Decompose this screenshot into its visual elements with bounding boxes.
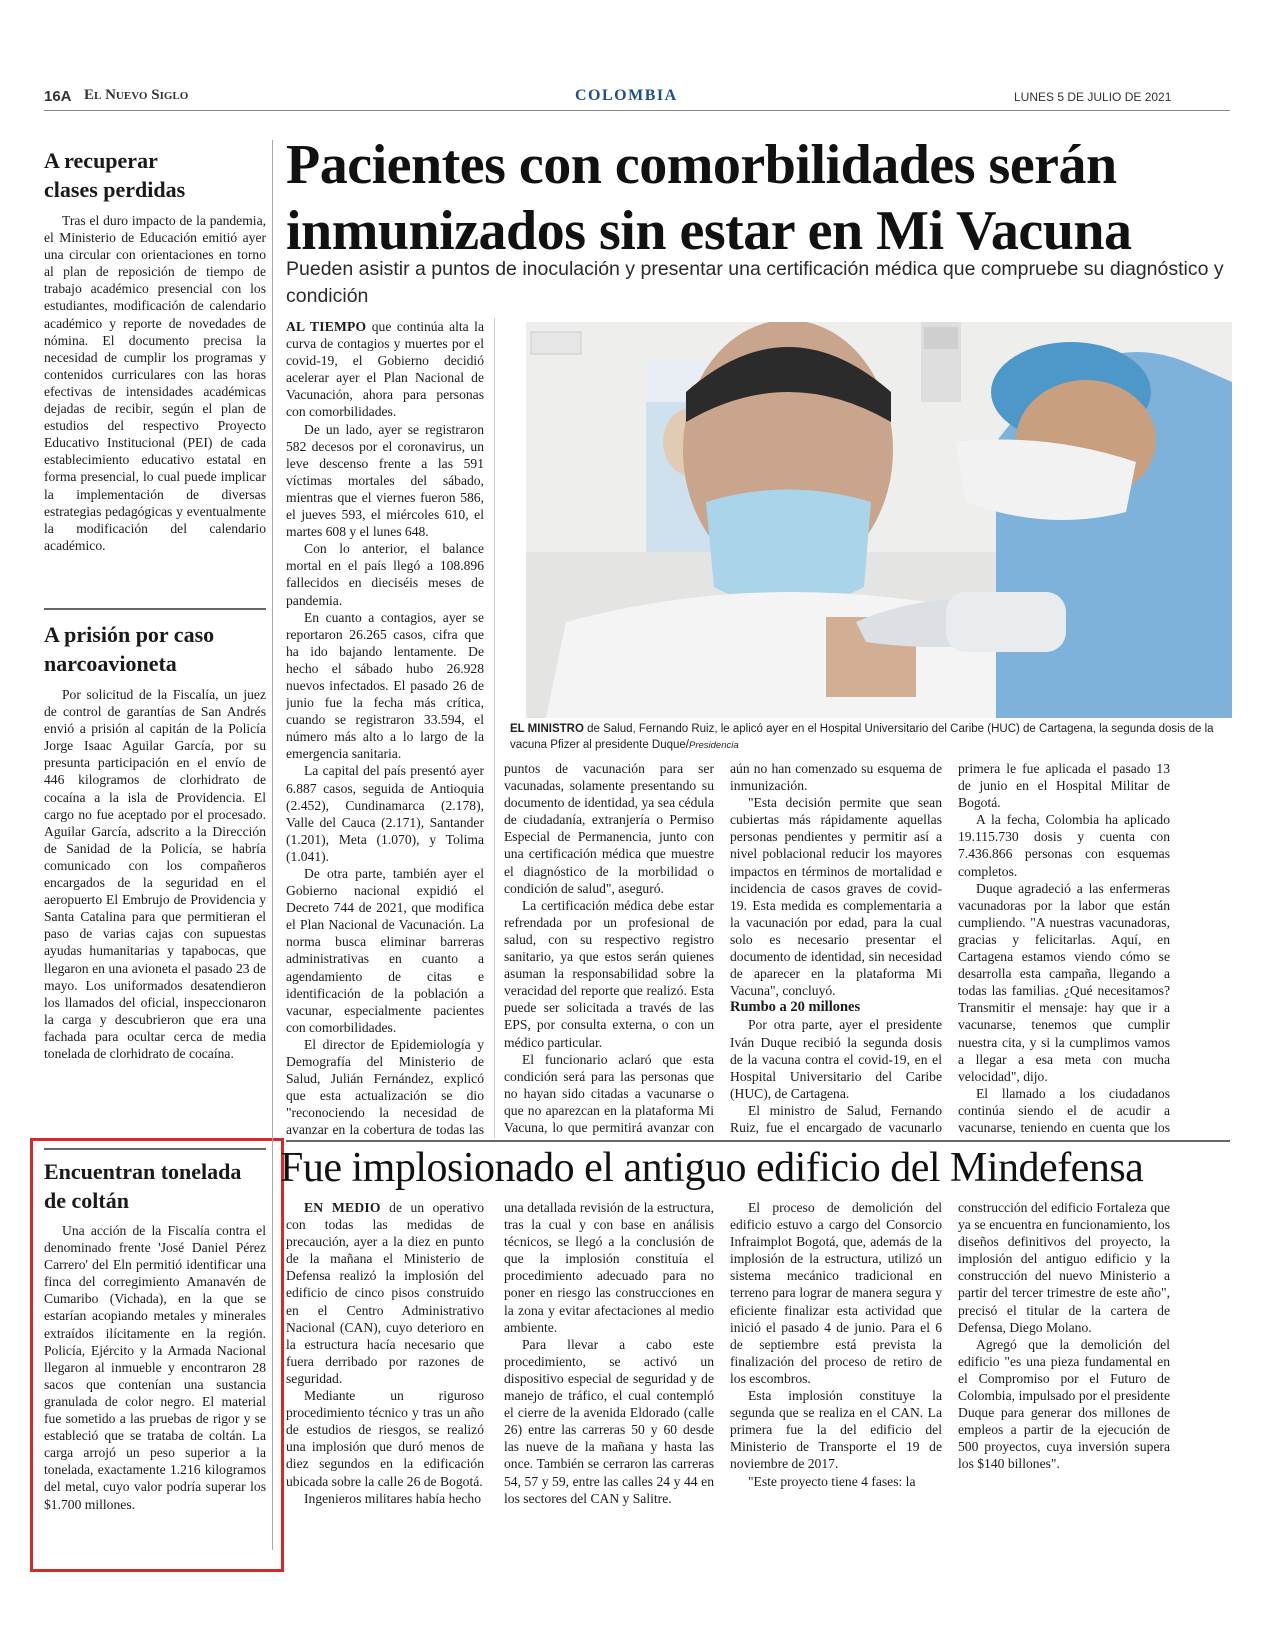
newspaper-name: El Nuevo Siglo <box>84 87 189 103</box>
section-label: COLOMBIA <box>575 87 678 104</box>
second-col-1 <box>286 1199 484 1549</box>
second-col4-p1: construcción del edificio Fortaleza que ya se encuentra en funcionamiento, los diseños definitivos del proyecto, la implosión del antiguo edificio y la construcción del nuevo Ministerio a partir del tercer trimestre de este año", precisó el titular de la cartera de Defensa, Diego Molano. <box>958 1200 1170 1335</box>
main-col-3 <box>730 760 942 1138</box>
main-col3-p3: Por otra parte, ayer el presidente Iván Duque recibió la segunda dosis de la vacuna contra el covid-19, en el Hospital Universitario del Caribe (HUC), de Cartagena. <box>730 1017 942 1101</box>
second-col2-p1: una detallada revisión de la estructura, tras la cual y con base en análisis técnicos, se llegó a la conclusión de que la implosión constituía el procedimiento adecuado para no poner en riesgo las construcciones en la zona y evitar afectaciones al medio ambiente. <box>504 1200 714 1335</box>
main-col1-p2: De un lado, ayer se registraron 582 decesos por el coronavirus, un leve descenso frente a las 591 víctimas mortales del sábado, mientras que el viernes fueron 586, el jueves 593, el miércoles 610, el martes 608 y el lunes 648. <box>286 421 484 540</box>
second-col1-p2: Mediante un riguroso procedimiento técnico y tras un año de estudios de riesgos, se realizó una implosión que duró menos de diez segundos en la edificación ubicada sobre la calle 26 de Bogotá. <box>286 1388 484 1489</box>
main-col1-p6: De otra parte, también ayer el Gobierno nacional expidió el Decreto 744 de 2021, que modifica el Plan Nacional de Vacunación. La norma busca eliminar barreras administrativas en cuanto a agendamiento de citas e identificación de la población a vacunar, especialmente pacientes con comorbilidades. <box>286 866 484 1035</box>
main-col4-p1: primera le fue aplicada el pasado 13 de junio en el Hospital Militar de Bogotá. <box>958 761 1170 811</box>
main-headline: Pacientes con comorbilidades serán inmunizados sin estar en Mi Vacuna <box>286 134 1132 262</box>
second-col-3 <box>730 1199 942 1549</box>
main-col1-p5: La capital del país presentó ayer 6.887 casos, seguida de Antioquia (2.452), Cundinamarca (2.178), Valle del Cauca (2.171), Santander (1.201), Meta (1.070), y Tolima (1.041). <box>286 763 484 864</box>
page-number: 16A <box>44 88 72 105</box>
header-rule <box>44 110 1230 111</box>
main-col-rule-1 <box>494 318 495 1138</box>
main-col4-p4: El llamado a los ciudadanos continúa siendo el de acudir a vacunarse, teniendo en cuenta que los <box>958 1085 1170 1135</box>
main-col2-p1: puntos de vacunación para ser vacunadas, solamente presentando su documento de identidad, ya sea cédula de ciudadanía, extranjería o Permiso Especial de Permanencia, junto con una certificación médica que muestre el diagnóstico de la morbilidad o condición de salud", aseguró. <box>504 761 714 896</box>
main-col1-p3: Con lo anterior, el balance mortal en el país llegó a 108.896 fallecidos en dieciséis meses de pandemia. <box>286 541 484 608</box>
second-col-4 <box>958 1199 1170 1549</box>
second-col3-p3: "Este proyecto tiene 4 fases: la <box>748 1473 916 1489</box>
second-col1-p1: de un operativo con todas las medidas de precaución, ayer a la diez en punto de la mañana el Ministerio de Defensa realizó la implosión del edificio de cinco pisos construido en el Centro Administrativo Nacional (CAN), cuyo deterioro en la estructura hacía necesario que fuera derribado por razones de seguridad. <box>286 1200 484 1386</box>
main-col2-p2: La certificación médica debe estar refrendada por un profesional de salud, con su respectivo registro sanitario, ya que estos serán quienes asuman la responsabilidad sobre la veracidad del reporte que realizó. Esta puede ser solicitada a través de las EPS, por consulta externa, o con un médico particular. <box>504 897 714 1050</box>
second-col3-p1: El proceso de demolición del edificio estuvo a cargo del Consorcio Infraimplot Bogotá, que, además de la implosión de la estructura, utilizó un sistema mecánico tradicional en terreno para lograr de manera segura y eficiente finalizar esta actividad que inició el pasado 4 de junio. Para el 6 de septiembre está prevista la finalización del proceso de retiro de los escombros. <box>730 1200 942 1386</box>
main-col3-p4: El ministro de Salud, Fernando Ruiz, fue el encargado de vacunarlo <box>730 1102 942 1135</box>
main-col-2 <box>504 760 714 1138</box>
second-col3-p2: Esta implosión constituye la segunda que se realiza en el CAN. La primera fue la del edificio del Ministerio de Transporte el 19 de noviembre de 2017. <box>730 1388 942 1472</box>
main-col3-subhead: Rumbo a 20 millones <box>730 999 861 1016</box>
photo-caption-text: de Salud, Fernando Ruiz, le aplicó ayer en el Hospital Universitario del Caribe (HUC) de Cartagena, la segunda dosis de la vacuna Pfizer al presidente Duque/ <box>510 723 1214 751</box>
main-lead-word: AL TIEMPO <box>286 319 367 334</box>
second-col1-p3: Ingenieros militares había hecho <box>304 1490 482 1506</box>
second-lead-word: EN MEDIO <box>304 1200 381 1215</box>
sidebar-vertical-rule <box>272 140 273 1550</box>
sidebar-title-3: Encuentran tonelada de coltán <box>44 1159 242 1213</box>
sidebar-body-3: Una acción de la Fiscalía contra el denominado frente 'José Daniel Pérez Carrero' del Eln permitió identificar una finca del corregimiento Amanavén de Cumaribo (Vichada), en la que se estarían acopiando metales y minerales extraídos ilícitamente en la región. Policía, Ejército y la Armada Nacional llegaron al inmueble y encontraron 28 sacos que contenían una sustancia granulada de color negro. El material fue sometido a las pruebas de rigor y se estableció que se trataba de coltán. La carga arrojó un peso superior a la tonelada, exactamente 1.216 kilogramos del metal, cuyo valor podría superar los $1.700 millones. <box>44 1223 266 1512</box>
sidebar-title-2: A prisión por caso narcoavioneta <box>44 622 215 676</box>
second-col2-p2: Para llevar a cabo este procedimiento, se activó un dispositivo especial de seguridad y de manejo de tráfico, el cual contempló el cierre de la avenida Eldorado (calle 26) entre las carreras 50 y 60 desde las nueve de la mañana y hasta las once. También se cerraron las carreras 54, 57 y 59, entre las calles 24 y 44 en los sectores del CAN y Salitre. <box>504 1336 714 1506</box>
main-col1-p7: El director de Epidemiología y Demografía del Ministerio de Salud, Julián Fernández, explicó que esta actualización se dio "reconociendo la necesidad de avanzar en la cobertura de todas las <box>286 1036 484 1138</box>
main-col4-p3: Duque agradeció a las enfermeras vacunadoras por la labor que están cumpliendo. "A nuestras vacunadoras, gracias y felicitarlas. Aquí, en Cartagena estamos viendo cómo se desarrolla esta campaña, llegando a todas las familias. ¿Qué necesitamos? Transmitir el mensaje: hay que ir a vacunarse, tenemos que cumplir nuestra cita, y si la cumplimos vamos a llegar a esa meta con mucha velocidad", dijo. <box>958 880 1170 1084</box>
sidebar-body-2: Por solicitud de la Fiscalía, un juez de control de garantías de San Andrés envió a prisión al capitán de la Policía Jorge Isaac Aguilar García, por su presunta participación en el envío de 446 kilogramos de clorhidrato de cocaína a la isla de Providencia. El cargo no fue aceptado por el procesado. Aguilar García, adscrito a la Dirección de Sanidad de la Policía, se habría comunicado con los compañeros encargados de la seguridad en el aeropuerto El Embrujo de Providencia y Santa Catalina para que permitieran el paso de varias cajas con supuestas ayudas humanitarias y tapabocas, que llegaron en una avioneta el pasado 23 de mayo. Los uniformados desatendieron los llamados del oficial, inspeccionaron la carga y descubrieron que era una fachada para ocultar cerca de media tonelada de clorhidrato de cocaína. <box>44 687 266 1061</box>
issue-date: LUNES 5 DE JULIO DE 2021 <box>1014 90 1172 104</box>
main-photo <box>526 322 1232 718</box>
main-subheadline: Pueden asistir a puntos de inoculación y presentar una certificación médica que compruebe su diagnóstico y condición <box>286 258 1224 307</box>
photo-credit: Presidencia <box>689 739 739 751</box>
second-headline: Fue implosionado el antiguo edificio del Mindefensa <box>280 1145 1144 1191</box>
sidebar-body-1: Tras el duro impacto de la pandemia, el Ministerio de Educación emitió ayer una circular con orientaciones en torno al plan de reposición de tiempo de trabajo académico presencial con los estudiantes, modificación de calendario académico y reporte de novedades de nómina. El documento precisa la necesidad de cumplir los programas y contenidos curriculares con las horas efectivas de intensidades académicas dejadas de recibir, según el plan de estudios del respectivo Proyecto Educativo Institucional (PEI) de cada establecimiento educativo estatal en forma presencial, lo cual puede implicar la implementación de diversas estrategias pedagógicas y eventualmente la modificación del calendario académico. <box>44 213 266 553</box>
main-col3-p2: "Esta decisión permite que sean cubiertas más rápidamente aquellas personas pendientes y permitir así a nivel poblacional reducir los mayores impactos en términos de mortalidad e incidencia de casos graves de covid-19. Esta medida es complementaria a la vacunación por edad, para la cual solo es necesario presentar el documento de identidad, sin necesidad de aparecer en la plataforma Mi Vacuna", concluyó. <box>730 795 942 999</box>
main-col1-p4: En cuanto a contagios, ayer se reportaron 26.265 casos, cifra que ha ido bajando lentamente. De hecho el sábado hubo 26.928 nuevos infectados. El pasado 26 de junio fue la fecha más crítica, cuando se registraron 33.594, el número más alto a lo largo de la emergencia sanitaria. <box>286 609 484 762</box>
main-col3-p1: aún no han comenzado su esquema de inmunización. <box>730 761 942 794</box>
second-col4-p2: Agregó que la demolición del edificio "es una pieza fundamental en el Compromiso por el Futuro de Colombia, impulsado por el presidente Duque para generar dos millones de empleos a partir de la ejecución de 500 proyectos, cuya inversión supera los $140 billones". <box>958 1336 1170 1472</box>
sidebar-title-1: A recuperar clases perdidas <box>44 148 186 202</box>
second-col-2 <box>504 1199 714 1549</box>
photo-caption <box>510 722 1230 753</box>
sidebar-divider-1 <box>44 608 266 610</box>
main-col-4 <box>958 760 1170 1138</box>
main-col-1 <box>286 318 484 1138</box>
main-col4-p2: A la fecha, Colombia ha aplicado 19.115.730 dosis y cuenta con 7.436.866 personas con esquemas completos. <box>958 812 1170 879</box>
main-col1-p1: que continúa alta la curva de contagios y muertes por el covid-19, el Gobierno decidió acelerar ayer el Plan Nacional de Vacunación, ahora para personas con comorbilidades. <box>286 319 484 420</box>
main-col2-p3: El funcionario aclaró que esta condición será para las personas que no hayan sido citadas a vacunarse o que no aparezcan en la plataforma Mi Vacuna, lo que permitirá avanzar con <box>504 1051 714 1135</box>
photo-caption-lead: EL MINISTRO <box>510 723 584 735</box>
